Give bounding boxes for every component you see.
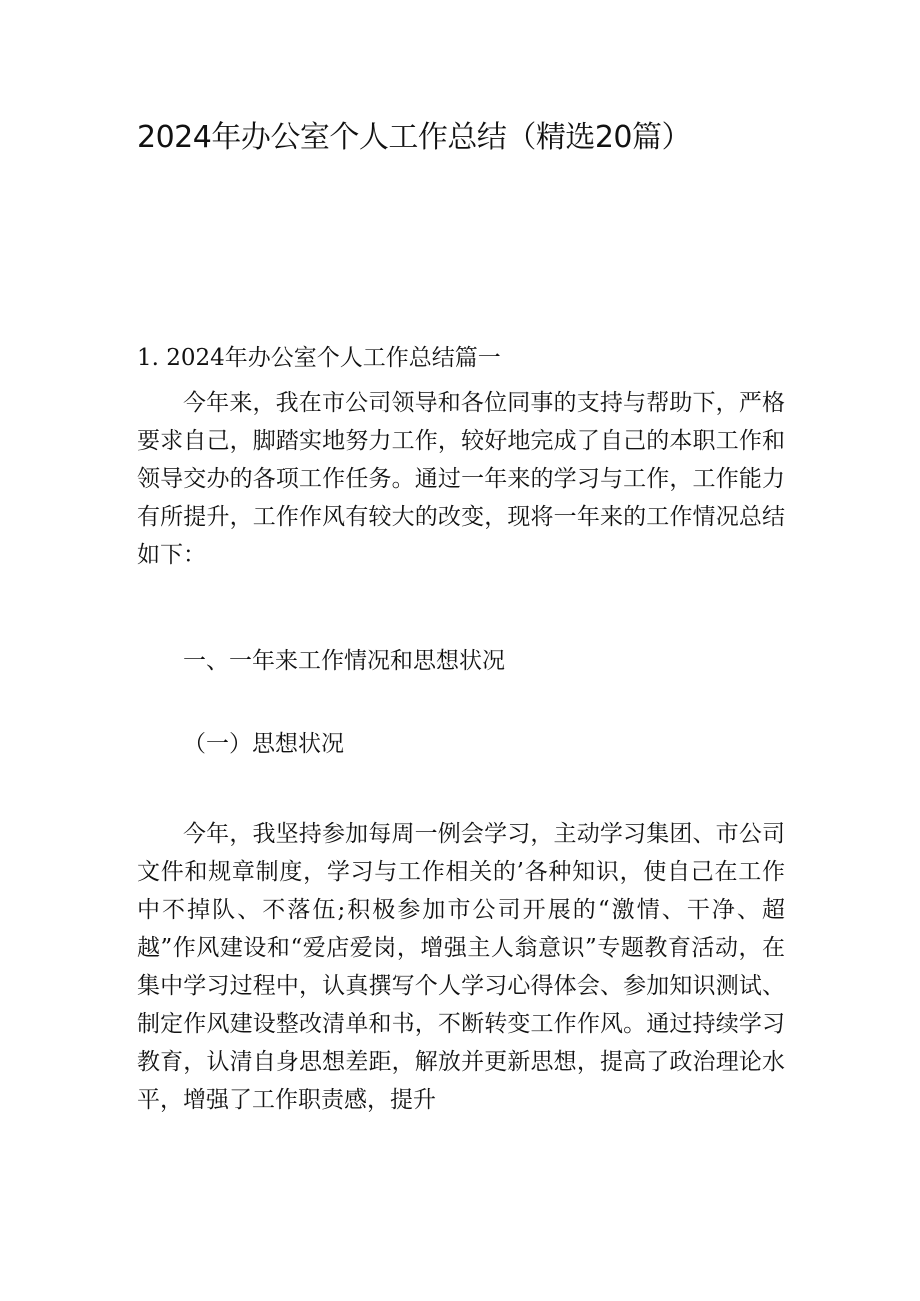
document-title: 2024年办公室个人工作总结（精选20篇） <box>137 120 692 155</box>
subheading-thought-status: （一）思想状况 <box>183 731 344 757</box>
thought-status-paragraph: 今年，我坚持参加每周一例会学习，主动学习集团、市公司文件和规章制度，学习与工作相关的’各种知识，使自己在工作中不掉队、不落伍;积极参加市公司开展的“激情、干净、超越”作风建设和“爱店爱岗，增强主人翁意识”专题教育活动，在集中学习过程中，认真撰写个人学习心得体会、参加知识测试、制定作风建设整改清单和书，不断转变工作作风。通过持续学习教育，认清自身思想差距，解放并更新思想，提高了政治理论水平，增强了工作职责感，提升 <box>137 821 785 1113</box>
section-heading: 1. 2024年办公室个人工作总结篇一 <box>137 345 501 371</box>
subheading-work-overview: 一、一年来工作情况和思想状况 <box>183 648 505 674</box>
intro-paragraph: 今年来，我在市公司领导和各位同事的支持与帮助下，严格要求自己，脚踏实地努力工作，较好地完成了自己的本职工作和领导交办的各项工作任务。通过一年来的学习与工作，工作能力有所提升，工作作风有较大的改变，现将一年来的工作情况总结如下： <box>137 390 785 568</box>
